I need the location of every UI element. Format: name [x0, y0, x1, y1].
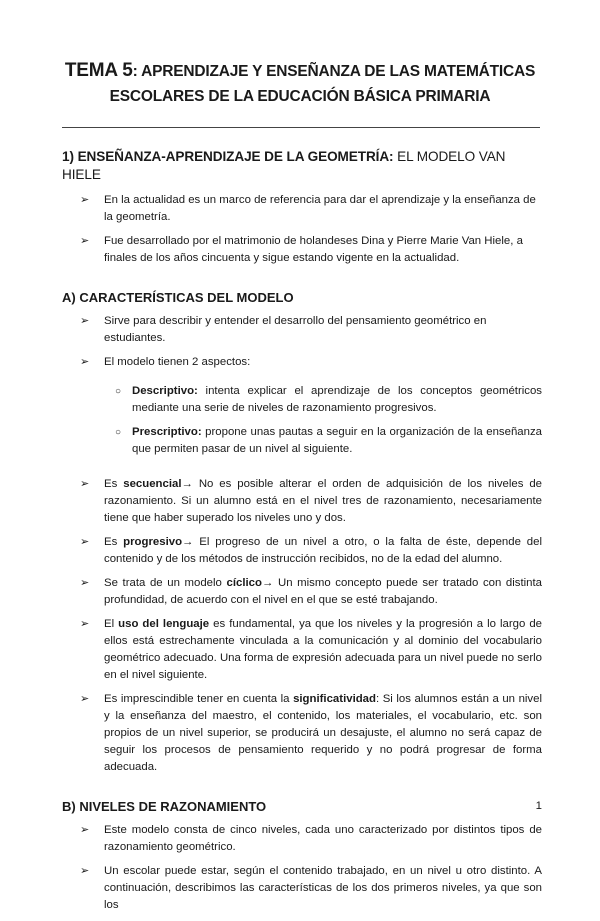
arrow-bullet-icon: ➢ [80, 536, 90, 548]
sub1-text: intenta explicar el aprendizaje de los conceptos geométricos mediante una serie de niveles de razonamiento progresivos. [132, 385, 542, 414]
list-item [62, 863, 542, 914]
b6-text: es fundamental, ya que los niveles y la progresión a lo largo de ellos está estrechamente vinculada a la comunicación y al dominio del vocabulario geométrico adecuado. Una forma de expresión adecuada para un nivel puede no serlo en el nivel siguiente. [104, 618, 542, 681]
b7-pre: Es imprescindible tener en cuenta la [104, 693, 294, 705]
b4-term: progresivo [123, 536, 183, 548]
section1-heading [62, 148, 542, 184]
b6-pre: El [104, 618, 119, 630]
b7-text: : Si los alumnos están a un nivel y la enseñanza del maestro, el contenido, los materiales, el vocabulario, etc. son propios de un nivel superior, se producirá un desajuste, el alumno no será capaz de seguir los procesos de pensamiento requerido y no podrá progresar de forma adecuada. [104, 693, 542, 773]
section1-bullet-2: Fue desarrollado por el matrimonio de holandeses Dina y Pierre Marie Van Hiele, a finales de los años cincuenta y sigue estando vigente en la actualidad. [104, 235, 523, 264]
list-item [62, 476, 542, 527]
list-item [62, 822, 542, 856]
b5-pre: Se trata de un modelo [104, 577, 227, 589]
b5-term: cíclico [226, 577, 262, 589]
sub2-text: propone unas pautas a seguir en la organización de la enseñanza que permiten pasar de un nivel al siguiente. [132, 426, 542, 455]
arrow-bullet-icon: ➢ [80, 356, 90, 368]
sectionB-bullet-2: Un escolar puede estar, según el contenido trabajado, en un nivel u otro distinto. A continuación, describimos las características de los dos primeros niveles, ya que son los [104, 865, 542, 911]
list-item [62, 534, 542, 568]
b6-term: uso del lenguaje [118, 618, 210, 630]
sectionA-bullet-2: El modelo tienen 2 aspectos: [104, 356, 251, 368]
title-divider [62, 127, 540, 128]
b3-term: secuencial [123, 478, 182, 490]
title-line1-rest: : APRENDIZAJE Y ENSEÑANZA DE LAS MATEMÁTICAS [132, 63, 536, 80]
sectionA-bullet-1: Sirve para describir y entender el desarrollo del pensamiento geométrico en estudiantes. [104, 315, 487, 344]
arrow-bullet-icon: ➢ [80, 315, 90, 327]
arrow-bullet-icon: ➢ [80, 577, 90, 589]
b4-pre: Es [104, 536, 124, 548]
list-item [62, 575, 542, 609]
section1-bullet-1: En la actualidad es un marco de referencia para dar el aprendizaje y la enseñanza de la geometría. [104, 194, 536, 223]
arrow-bullet-icon: ➢ [80, 824, 90, 836]
b3-text: → No es posible alterar el orden de adquisición de los niveles de razonamiento. Si un alumno está en el nivel tres de razonamiento, necesariamente tiene que haber superado los niveles uno y dos. [104, 478, 543, 524]
page-number: 1 [535, 800, 542, 812]
section1-heading-light: EL MODELO VAN HIELE [62, 149, 506, 182]
list-item [62, 313, 542, 347]
sub-list-item [62, 383, 542, 417]
b4-text: → El progreso de un nivel a otro, o la falta de éste, depende del contenido y de los métodos de instrucción recibidos, no de la edad del alumno. [104, 536, 542, 565]
list-item [62, 233, 542, 267]
circle-bullet-icon: ○ [115, 386, 122, 397]
title-tema: TEMA 5 [64, 60, 133, 81]
arrow-bullet-icon: ➢ [80, 235, 90, 247]
circle-bullet-icon: ○ [115, 427, 122, 438]
arrow-bullet-icon: ➢ [80, 194, 90, 206]
b3-pre: Es [104, 478, 124, 490]
title-line2: ESCOLARES DE LA EDUCACIÓN BÁSICA PRIMARIA [109, 88, 491, 105]
arrow-bullet-icon: ➢ [80, 865, 90, 877]
page-title [40, 58, 560, 109]
sectionB-heading: B) NIVELES DE RAZONAMIENTO [62, 799, 267, 814]
b7-term: significatividad [293, 693, 376, 705]
sub1-term: Descriptivo: [132, 385, 198, 397]
arrow-bullet-icon: ➢ [80, 618, 90, 630]
b5-text: → Un mismo concepto puede ser tratado con distinta profundidad, de acuerdo con el nivel en el que se esté trabajando. [104, 577, 543, 606]
sub2-term: Prescriptivo: [132, 426, 202, 438]
arrow-bullet-icon: ➢ [80, 693, 90, 705]
sub-list-item [62, 424, 542, 458]
document-body [62, 148, 542, 921]
list-item [62, 354, 542, 371]
list-item [62, 192, 542, 226]
arrow-bullet-icon: ➢ [80, 478, 90, 490]
section1-heading-bold: 1) ENSEÑANZA-APRENDIZAJE DE LA GEOMETRÍA: [62, 149, 394, 164]
list-item [62, 616, 542, 684]
sectionA-heading: A) CARACTERÍSTICAS DEL MODELO [62, 290, 294, 305]
list-item [62, 691, 542, 776]
sectionB-bullet-1: Este modelo consta de cinco niveles, cada uno caracterizado por distintos tipos de razonamiento geométrico. [104, 824, 542, 853]
